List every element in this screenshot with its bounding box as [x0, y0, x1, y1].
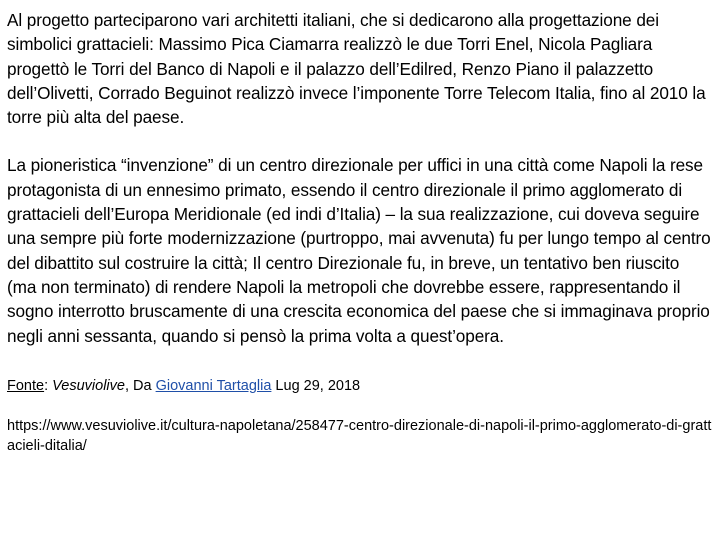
paragraph-centro-direzionale: La pioneristica “invenzione” di un centro direzionale per uffici in una città come Napoli la rese protagonista di un ennesimo primato, essendo il centro direzionale il primo agglomerato di grattacieli dell’Europa Meridionale (ed indi d’Italia) – la sua realizzazione, cui doveva seguire una sempre più forte modernizzazione (purtroppo, mai avvenuta) fu per lungo tempo al centro del dibattito sul costruire la città; Il centro Direzionale fu, in breve, un tentativo ben riuscito (ma non terminato) di rendere Napoli la metropoli che dovrebbe essere, rappresentando il sogno interrotto bruscamente di una crescita economica del paese che si immaginava proprio negli anni sessanta, quando si pensò la prima volta a quest’opera. [7, 155, 711, 346]
source-publication: Vesuviolive [52, 377, 125, 394]
source-line [7, 376, 713, 396]
source-by: , Da [124, 377, 156, 394]
source-url[interactable]: https://www.vesuviolive.it/cultura-napoletana/258477-centro-direzionale-di-napoli-il-primo-agglomerato-di-grattacieli-ditalia/ [7, 417, 712, 454]
source-date: Lug 29, 2018 [271, 377, 361, 394]
paragraph-architects: Al progetto parteciparono vari architetti italiani, che si dedicarono alla progettazione dei simbolici grattacieli: Massimo Pica Ciamarra realizzò le due Torri Enel, Nicola Pagliara progettò le Torri del Banco di Napoli e il palazzo dell’Edilred, Renzo Piano il palazzetto dell’Olivetti, Corrado Beguinot realizzò invece l’imponente Torre Telecom Italia, fino al 2010 la torre più alta del paese. [7, 10, 706, 128]
source-label: Fonte [7, 377, 45, 394]
source-separator: : [44, 377, 53, 394]
author-link[interactable]: Giovanni Tartaglia [155, 377, 272, 394]
document-body [7, 8, 713, 456]
